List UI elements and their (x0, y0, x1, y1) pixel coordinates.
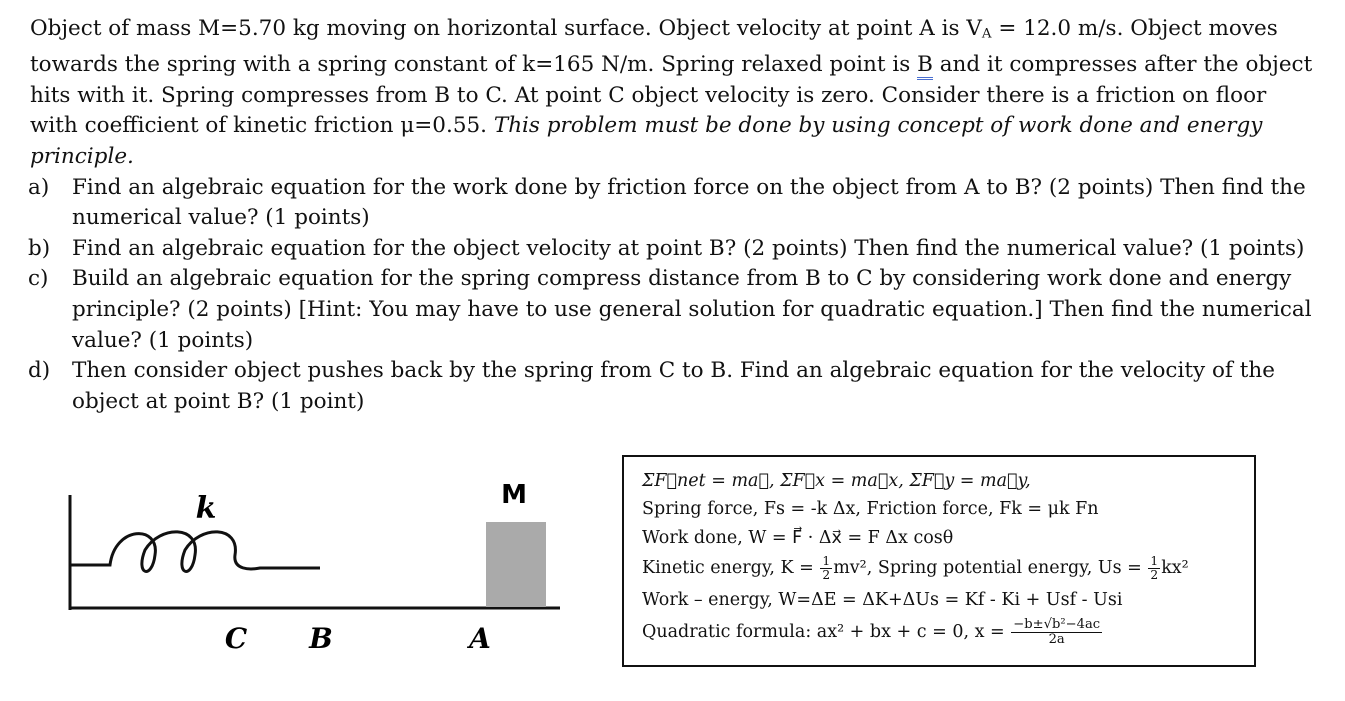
intro-line2a: towards the spring with a spring constant of k=165 N/m. Spring relaxed point is (30, 52, 918, 78)
question-text: Then consider object pushes back by the spring from C to B. Find an algebraic equation for the velocity of the object at point B? (1 point) (72, 358, 1275, 414)
force-line (642, 499, 1099, 519)
question-text: Find an algebraic equation for the work done by friction force on the object from A to B? (2 points) Then find the numerical value? (1 points) (72, 174, 1306, 231)
question-marker: d) (28, 358, 51, 384)
quadratic-denominator: 2a (1048, 631, 1065, 647)
fraction-numerator: 1 (822, 554, 831, 568)
fraction-numerator: 1 (1150, 554, 1159, 568)
mass-label: M (501, 480, 527, 510)
problem-intro (30, 14, 1320, 173)
question-b (30, 234, 1320, 265)
potential-energy-expression: kx² (1161, 557, 1189, 578)
spring-coil (70, 532, 320, 572)
question-list (30, 173, 1320, 418)
intro-line3: object hits with it. Spring compresses from B to C. At point C object velocity is zero. Consider there is a friction on (30, 52, 1313, 108)
question-d (30, 356, 1320, 417)
diagram-svg (60, 470, 580, 670)
work-energy-text: Work – energy, W=ΔE = ΔK+ΔUs = Kf - Ki + Usf - Usi (642, 590, 1123, 610)
intro-line1: Object of mass M=5.70 kg moving on horizontal surface. Object velocity at point A is V (30, 16, 982, 41)
intro-line1b: = 12.0 m/s. Object moves (991, 16, 1278, 41)
mass-block (486, 522, 546, 607)
half-fraction (1148, 555, 1160, 582)
spring-label: k (195, 491, 217, 526)
question-marker: a) (28, 174, 50, 200)
half-fraction (820, 555, 832, 582)
work-energy-line (642, 590, 1122, 610)
energy-line (642, 555, 1189, 582)
point-c-label: C (224, 622, 248, 655)
newton-law-line (642, 471, 1031, 491)
point-b-label: B (309, 622, 333, 655)
question-marker: b) (28, 235, 51, 261)
intro-instruction: This problem must be done by using concept of work done and energy principle. (30, 113, 1263, 170)
question-text: Build an algebraic equation for the spring compress distance from B to C by considering work done and energy principle? (2 points) [Hint: You may have to use general solution for quadratic equation.] Then find the numerical value? (1 points) (72, 266, 1312, 353)
spring-force-text: Spring force, Fs = -k Δx, (642, 499, 861, 519)
quadratic-fraction (1011, 618, 1102, 647)
fraction-denominator: 2 (1150, 567, 1159, 582)
quadratic-numerator: −b±√b²−4ac (1013, 617, 1101, 632)
question-a (30, 173, 1320, 234)
quadratic-text: Quadratic formula: ax² + bx + c = 0, x = (642, 621, 1011, 642)
intro-point-b: B (917, 52, 933, 80)
potential-energy-text: mv², Spring potential energy, Us = (833, 557, 1148, 578)
work-done-text: Work done, W = F⃗ · Δx⃗ = F Δx cosθ (642, 528, 954, 548)
formula-sheet (622, 455, 1256, 667)
problem-statement (30, 14, 1320, 417)
newton-law-text: ΣF⃗net = ma⃗, ΣF⃗x = ma⃗x, ΣF⃗y = ma⃗y, (642, 471, 1031, 491)
work-line (642, 528, 953, 548)
question-marker: c) (28, 266, 49, 292)
spring-mass-diagram (60, 470, 580, 670)
intro-line2b: and it compresses after the (932, 52, 1239, 78)
question-text: Find an algebraic equation for the object velocity at point B? (2 points) Then find the numerical value? (1 points) (72, 235, 1305, 261)
point-a-label: A (469, 622, 491, 655)
intro-velocity-subscript: A (981, 26, 992, 42)
friction-force-text: Friction force, Fk = μk Fn (866, 499, 1099, 519)
quadratic-line (642, 618, 1103, 647)
fraction-denominator: 2 (822, 567, 831, 582)
intro-line4a: floor with coefficient of kinetic friction μ=0.55. (30, 82, 1267, 139)
question-c (30, 264, 1320, 356)
kinetic-energy-text: Kinetic energy, K = (642, 557, 820, 578)
